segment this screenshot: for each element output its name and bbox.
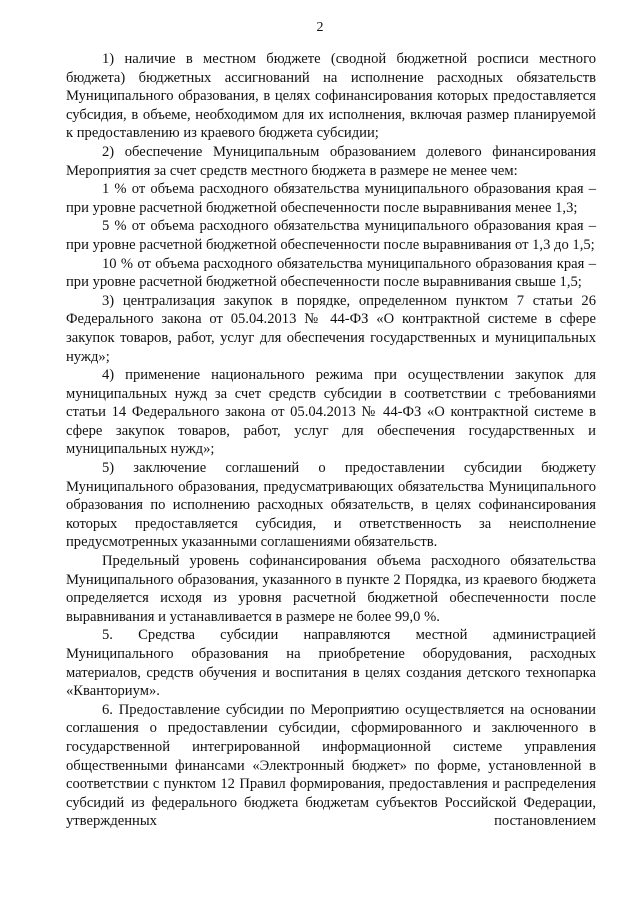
document-body bbox=[66, 50, 596, 831]
paragraph-cofinancing-limit: Предельный уровень софинансирования объема расходного обязательства Муниципального образования, указанного в пункте 2 Порядка, из краевого бюджета определяется исходя из уровня расчетной бюджетной обеспеченности после выравнивания и устанавливается в размере не более 99,0 %. bbox=[66, 553, 596, 625]
paragraph-subitem-5-percent: 5 % от объема расходного обязательства муниципального образования края – при уровне расчетной бюджетной обеспеченности после выравнивания от 1,3 до 1,5; bbox=[66, 218, 596, 253]
paragraph-section-5: 5. Средства субсидии направляются местной администрацией Муниципального образования на приобретение оборудования, расходных материалов, средств обучения и воспитания в целях создания детского технопарка «Кванториум». bbox=[66, 627, 596, 700]
paragraph-item-2: 2) обеспечение Муниципальным образованием долевого финансирования Мероприятия за счет средств местного бюджета в размере не менее чем: bbox=[66, 143, 596, 179]
paragraph-subitem-10-percent: 10 % от объема расходного обязательства муниципального образования края – при уровне расчетной бюджетной обеспеченности после выравнивания свыше 1,5; bbox=[66, 255, 596, 291]
paragraph-section-6: 6. Предоставление субсидии по Мероприятию осуществляется на основании соглашения о предоставлении субсидии, сформированного и заключенного в государственной интегрированной информационной системе управления общественными финансами «Электронный бюджет» по форме, установленной в соответствии с пунктом 12 Правил формирования, предоставления и распределения субсидий из федерального бюджета бюджетам субъектов Российской Федерации, утвержденных постановлением bbox=[66, 701, 596, 830]
paragraph-item-4: 4) применение национального режима при осуществлении закупок для муниципальных нужд за счет средств субсидии в соответствии с требованиями статьи 14 Федерального закона от 05.04.2013 № 44-ФЗ «О контрактной системе в сфере закупок товаров, работ, услуг для обеспечения государственных и муниципальных нужд»; bbox=[66, 367, 596, 458]
page-number: 2 bbox=[316, 20, 324, 35]
paragraph-item-5-agreements: 5) заключение соглашений о предоставлении субсидии бюджету Муниципального образования, предусматривающих обязательства Муниципального образования по исполнению расходных обязательств, в целях софинансирования которых предоставляется субсидия, и ответственность за неисполнение предусмотренных указанными соглашениями обязательств. bbox=[66, 460, 596, 551]
paragraph-subitem-1-percent: 1 % от объема расходного обязательства муниципального образования края – при уровне расчетной бюджетной обеспеченности после выравнивания менее 1,3; bbox=[66, 181, 596, 216]
paragraph-item-1: 1) наличие в местном бюджете (сводной бюджетной росписи местного бюджета) бюджетных ассигнований на исполнение расходных обязательств Муниципального образования, в целях софинансирования которых предоставляется субсидия, в объеме, необходимом для их исполнения, включая размер планируемой к предоставлению из краевого бюджета субсидии; bbox=[66, 51, 596, 142]
paragraph-item-3: 3) централизация закупок в порядке, определенном пунктом 7 статьи 26 Федерального закона от 05.04.2013 № 44-ФЗ «О контрактной системе в сфере закупок товаров, работ, услуг для обеспечения государственных и муниципальных нужд»; bbox=[66, 292, 596, 365]
